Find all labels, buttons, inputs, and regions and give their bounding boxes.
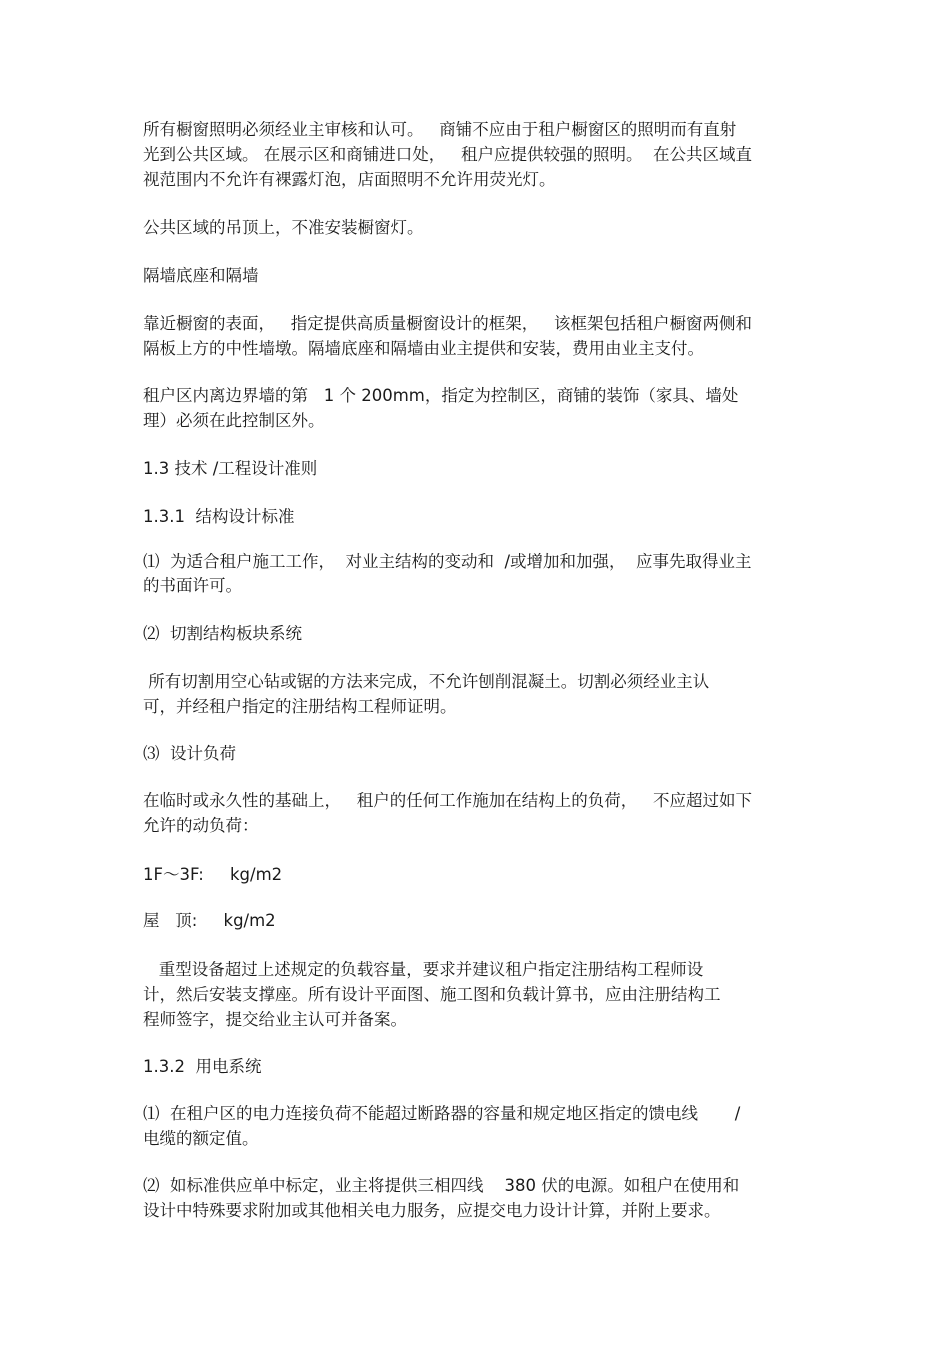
text-line: 的书面许可。 [143,576,242,595]
text-line: 电缆的额定值。 [143,1129,259,1148]
load-spec-line: 1F～3F: kg/m2 [143,865,283,884]
section-heading: 隔墙底座和隔墙 [143,266,259,285]
text-line: 视范围内不允许有裸露灯泡，店面照明不允许用荧光灯。 [143,170,556,189]
section-heading: 1.3 技术 /工程设计准则 [143,459,318,478]
text-line: 靠近橱窗的表面， 指定提供高质量橱窗设计的框架， 该框架包括租户橱窗两侧和 [143,314,752,333]
list-item: ⑶ 设计负荷 [143,744,236,763]
list-item: ⑵ 切割结构板块系统 [143,624,302,643]
text-line: 所有切割用空心钻或锯的方法来完成，不允许刨削混凝土。切割必须经业主认 [143,672,710,691]
text-line: 公共区域的吊顶上，不准安装橱窗灯。 [143,218,424,237]
text-line: 所有橱窗照明必须经业主审核和认可。 商铺不应由于租户橱窗区的照明而有直射 [143,120,737,139]
text-line: 光到公共区域。 在展示区和商铺进口处， 租户应提供较强的照明。 在公共区域直 [143,145,752,164]
text-line: 重型设备超过上述规定的负载容量，要求并建议租户指定注册结构工程师设 [143,960,704,979]
text-line: 在临时或永久性的基础上， 租户的任何工作施加在结构上的负荷， 不应超过如下 [143,791,752,810]
text-line: 设计中特殊要求附加或其他相关电力服务，应提交电力设计计算，并附上要求。 [143,1201,721,1220]
list-item: ⑴ 在租户区的电力连接负荷不能超过断路器的容量和规定地区指定的馈电线 / [143,1104,741,1123]
subsection-heading: 1.3.2 用电系统 [143,1057,262,1076]
text-line: 租户区内离边界墙的第 1 个 200mm，指定为控制区，商铺的装饰（家具、墙处 [143,386,739,405]
load-spec-line: 屋 顶: kg/m2 [143,911,276,930]
text-line: 计，然后安装支撑座。所有设计平面图、施工图和负载计算书，应由注册结构工 [143,985,721,1004]
text-line: 隔板上方的中性墙墩。隔墙底座和隔墙由业主提供和安装，费用由业主支付。 [143,339,704,358]
text-line: 程师签字，提交给业主认可并备案。 [143,1010,407,1029]
text-line: 允许的动负荷： [143,816,259,835]
text-line: 理）必须在此控制区外。 [143,411,325,430]
subsection-heading: 1.3.1 结构设计标准 [143,507,295,526]
list-item: ⑵ 如标准供应单中标定，业主将提供三相四线 380 伏的电源。如租户在使用和 [143,1176,740,1195]
text-line: 可，并经租户指定的注册结构工程师证明。 [143,697,457,716]
list-item: ⑴ 为适合租户施工工作， 对业主结构的变动和 /或增加和加强， 应事先取得业主 [143,552,752,571]
